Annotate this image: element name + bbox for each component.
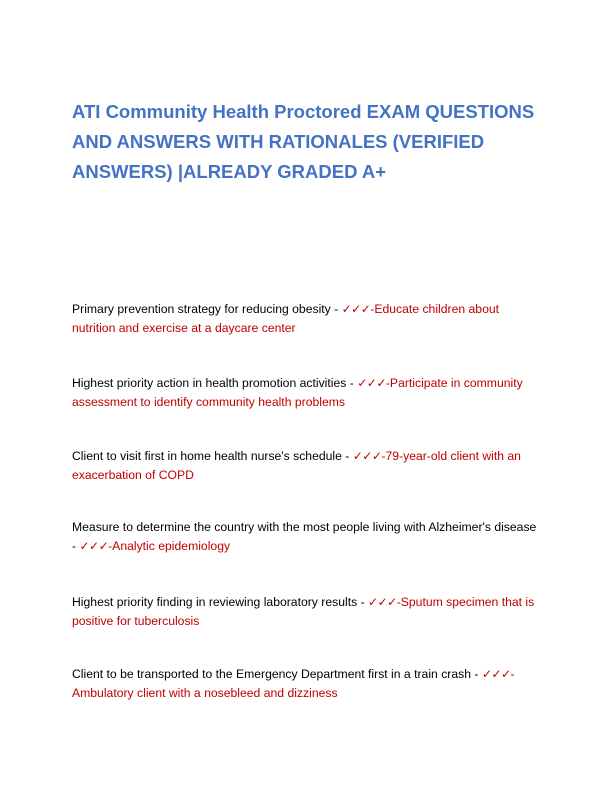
separator: - (357, 595, 369, 609)
answer-text: -Ambulatory client with a nosebleed and dizziness (72, 667, 515, 700)
separator: - (72, 539, 80, 553)
question-text: Client to be transported to the Emergency Department first in a train crash (72, 667, 471, 681)
answer-text: -Sputum specimen that is positive for tuberculosis (72, 595, 535, 628)
separator: - (330, 302, 342, 316)
checkmark-icon: ✓✓✓ (357, 376, 386, 390)
answer-text: -79-year-old client with an exacerbation of COPD (72, 449, 521, 482)
answer-text: -Analytic epidemiology (108, 539, 231, 553)
answer-text: -Educate children about nutrition and exercise at a daycare center (72, 302, 500, 335)
checkmark-icon: ✓✓✓ (368, 595, 397, 609)
answer-text: -Participate in community assessment to identify community health problems (72, 376, 523, 409)
separator: - (341, 449, 353, 463)
qa-item (72, 518, 542, 556)
question-text: Highest priority action in health promotion activities (72, 376, 347, 390)
separator: - (471, 667, 482, 681)
qa-item (72, 300, 542, 338)
qa-item (72, 374, 542, 412)
checkmark-icon: ✓✓✓ (352, 449, 382, 463)
question-text: Primary prevention strategy for reducing obesity (72, 302, 331, 316)
qa-item (72, 665, 542, 703)
checkmark-icon: ✓✓✓ (481, 667, 511, 681)
question-text: Client to visit first in home health nurse's schedule (72, 449, 342, 463)
separator: - (346, 376, 358, 390)
document-title: ATI Community Health Proctored EXAM QUESTIONS AND ANSWERS WITH RATIONALES (VERIFIED ANSWERS) |ALREADY GRADED A+ (72, 101, 535, 182)
checkmark-icon: ✓✓✓ (79, 539, 109, 553)
question-text: Measure to determine the country with the most people living with Alzheimer's disease (72, 520, 537, 534)
question-text: Highest priority finding in reviewing laboratory results (72, 595, 358, 609)
checkmark-icon: ✓✓✓ (341, 302, 371, 316)
qa-item (72, 593, 542, 631)
qa-item (72, 447, 542, 485)
